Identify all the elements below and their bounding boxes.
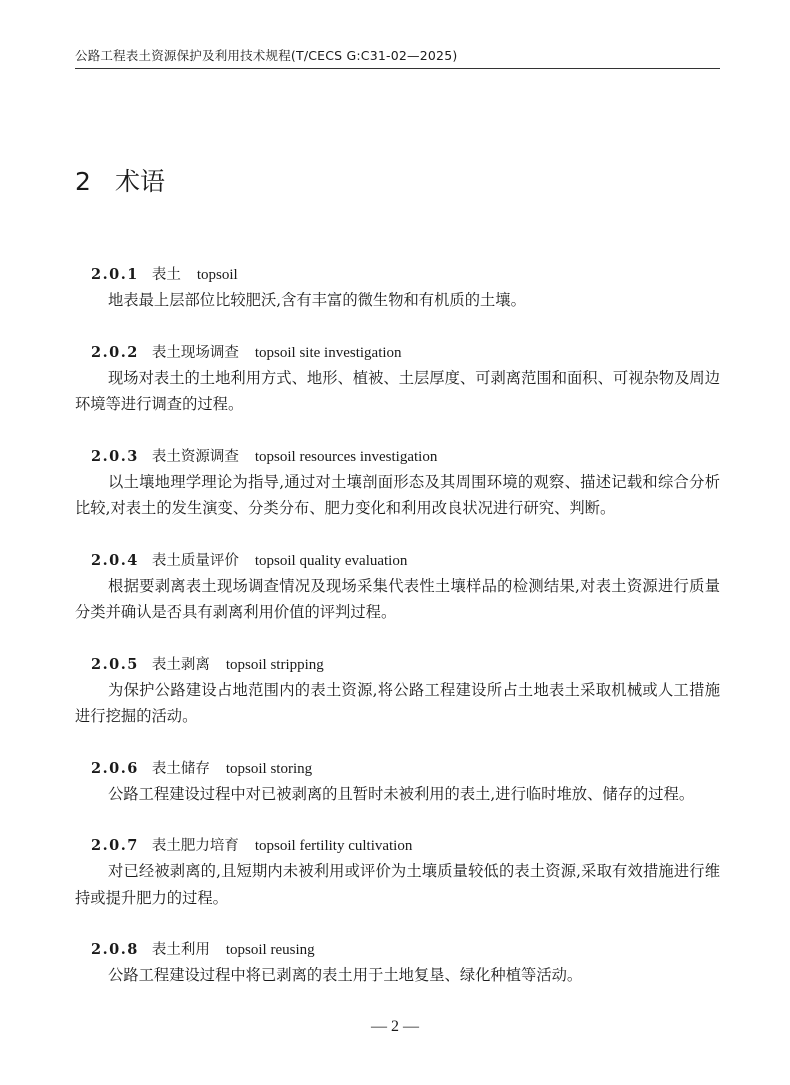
term-definition: 以土壤地理学理论为指导,通过对土壤剖面形态及其周围环境的观察、描述记载和综合分析比较,对表土的发生演变、分类分布、肥力变化和利用改良状况进行研究、判断。 xyxy=(75,472,720,517)
term-number: 2.0.8 xyxy=(91,941,139,958)
term-number: 2.0.5 xyxy=(91,655,139,673)
term-zh: 表土现场调查 xyxy=(151,344,239,361)
chapter-number: 2 xyxy=(75,167,91,196)
term-definition: 根据要剥离表土现场调查情况及现场采集代表性土壤样品的检测结果,对表土资源进行质量分类并确认是否具有剥离利用价值的评判过程。 xyxy=(75,576,720,621)
term-entry xyxy=(75,549,720,626)
term-number: 2.0.2 xyxy=(91,343,139,361)
term-heading xyxy=(75,445,720,469)
term-heading xyxy=(75,263,720,287)
term-definition: 公路工程建设过程中将已剥离的表土用于土地复垦、绿化种植等活动。 xyxy=(108,966,583,984)
term-en: topsoil xyxy=(196,267,238,283)
term-definition: 对已经被剥离的,且短期内未被利用或评价为土壤质量较低的表土资源,采取有效措施进行维持或提升肥力的过程。 xyxy=(75,862,720,907)
term-zh: 表土质量评价 xyxy=(151,552,239,569)
term-en: topsoil storing xyxy=(225,760,313,777)
page-number: — 2 — xyxy=(371,1018,419,1035)
term-en: topsoil reusing xyxy=(225,942,315,958)
term-number: 2.0.1 xyxy=(91,266,139,283)
term-en: topsoil quality evaluation xyxy=(254,552,408,569)
term-definition: 为保护公路建设占地范围内的表土资源,将公路工程建设所占土地表土采取机械或人工措施进行挖掘的活动。 xyxy=(75,680,720,725)
chapter-title: 术语 xyxy=(115,167,166,196)
term-entry xyxy=(75,757,720,808)
term-en: topsoil resources investigation xyxy=(254,448,438,465)
term-heading xyxy=(75,653,720,677)
term-zh: 表土储存 xyxy=(151,760,210,777)
term-zh: 表土剥离 xyxy=(151,656,210,673)
term-entry xyxy=(75,653,720,730)
term-heading xyxy=(75,757,720,781)
term-entry xyxy=(75,341,720,418)
term-number: 2.0.7 xyxy=(91,837,139,854)
term-heading xyxy=(75,341,720,365)
term-entry xyxy=(75,445,720,522)
term-en: topsoil site investigation xyxy=(254,344,402,361)
running-header: 公路工程表土资源保护及利用技术规程(T/CECS G:C31-02—2025) xyxy=(75,46,720,69)
term-entry xyxy=(75,834,720,911)
term-heading xyxy=(75,834,720,858)
term-zh: 表土肥力培育 xyxy=(151,838,239,854)
term-definition: 地表最上层部位比较肥沃,含有丰富的微生物和有机质的土壤。 xyxy=(108,291,526,309)
term-entry xyxy=(75,263,720,314)
term-en: topsoil fertility cultivation xyxy=(254,838,413,854)
term-zh: 表土 xyxy=(151,267,181,283)
term-number: 2.0.4 xyxy=(91,551,139,569)
term-number: 2.0.3 xyxy=(91,447,139,465)
term-heading xyxy=(75,938,720,962)
term-list xyxy=(75,263,720,1016)
term-entry xyxy=(75,938,720,989)
term-number: 2.0.6 xyxy=(91,759,139,777)
term-zh: 表土资源调查 xyxy=(151,448,239,465)
term-zh: 表土利用 xyxy=(151,942,210,958)
chapter-heading xyxy=(75,162,165,198)
term-definition: 现场对表土的土地利用方式、地形、植被、土层厚度、可剥离范围和面积、可视杂物及周边环境等进行调查的过程。 xyxy=(75,368,720,413)
term-definition: 公路工程建设过程中对已被剥离的且暂时未被利用的表土,进行临时堆放、储存的过程。 xyxy=(108,784,695,803)
term-heading xyxy=(75,549,720,573)
term-en: topsoil stripping xyxy=(225,656,324,673)
